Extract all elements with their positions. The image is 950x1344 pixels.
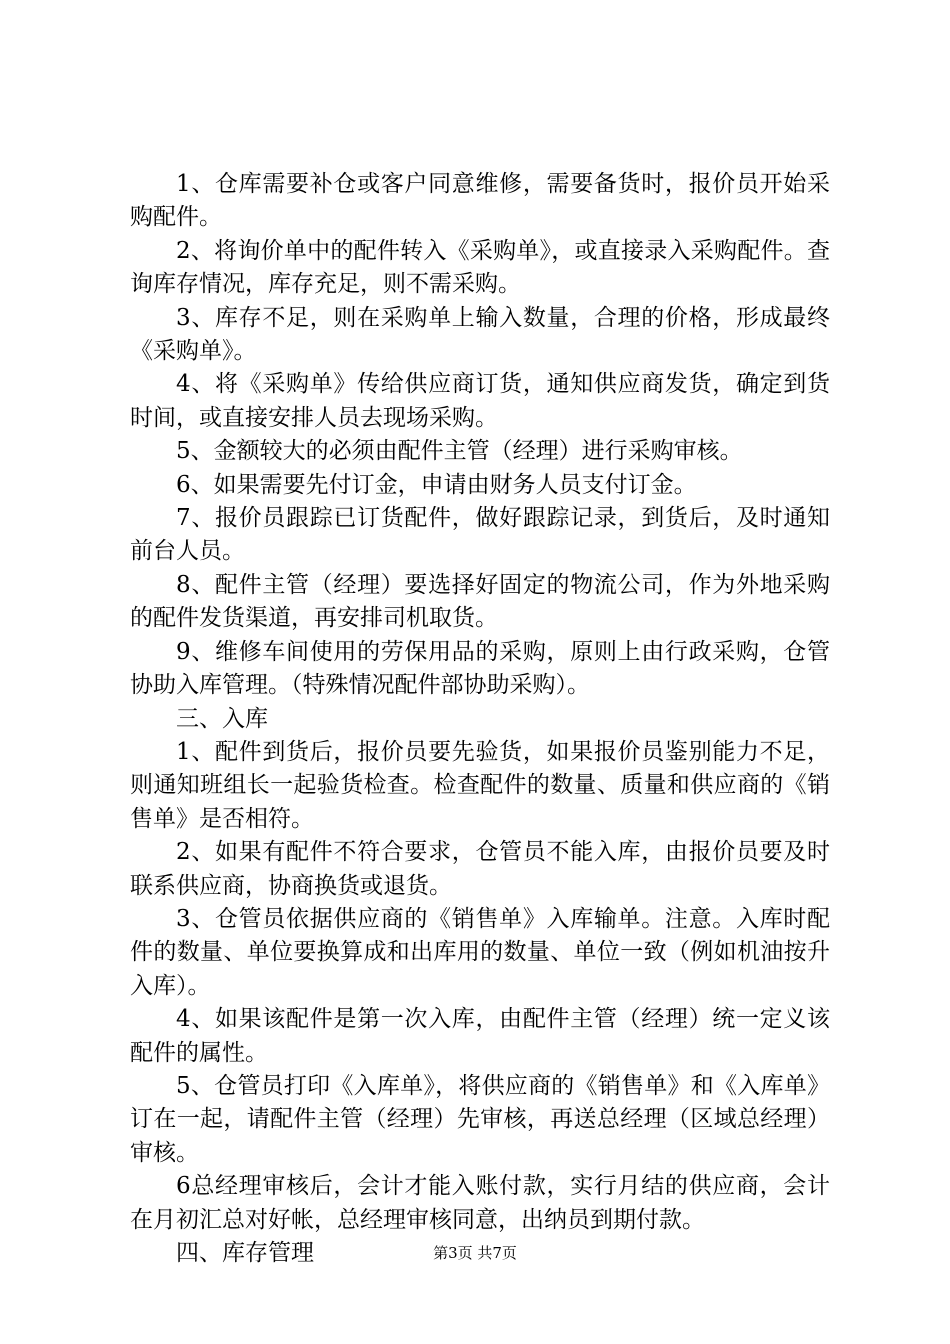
paragraph: 2、如果有配件不符合要求，仓管员不能入库，由报价员要及时联系供应商，协商换货或退货。 — [130, 839, 830, 899]
paragraph: 7、报价员跟踪已订货配件，做好跟踪记录，到货后，及时通知前台人员。 — [130, 505, 830, 565]
paragraph: 5、仓管员打印《入库单》，将供应商的《销售单》和《入库单》订在一起，请配件主管（经理）先审核，再送总经理（区域总经理）审核。 — [130, 1072, 830, 1166]
section-heading: 三、入库 — [176, 705, 268, 732]
paragraph: 3、库存不足，则在采购单上输入数量，合理的价格，形成最终《采购单》。 — [130, 304, 830, 365]
paragraph: 8、配件主管（经理）要选择好固定的物流公司，作为外地采购的配件发货渠道，再安排司机取货。 — [130, 571, 830, 632]
paragraph: 6、如果需要先付订金，申请由财务人员支付订金。 — [176, 471, 697, 498]
document-body — [130, 168, 830, 1270]
paragraph: 1、配件到货后，报价员要先验货，如果报价员鉴别能力不足，则通知班组长一起验货检查。检查配件的数量、质量和供应商的《销售单》是否相符。 — [130, 738, 830, 832]
paragraph: 4、将《采购单》传给供应商订货，通知供应商发货，确定到货时间，或直接安排人员去现场采购。 — [130, 371, 830, 431]
section-heading: 四、库存管理 — [176, 1240, 314, 1266]
paragraph: 9、维修车间使用的劳保用品的采购，原则上由行政采购，仓管协助入库管理。（特殊情况配件部协助采购）。 — [130, 638, 830, 699]
paragraph: 4、如果该配件是第一次入库，由配件主管（经理）统一定义该配件的属性。 — [130, 1006, 830, 1066]
paragraph: 5、金额较大的必须由配件主管（经理）进行采购审核。 — [176, 438, 743, 465]
paragraph: 6总经理审核后，会计才能入账付款，实行月结的供应商，会计在月初汇总对好帐，总经理审核同意，出纳员到期付款。 — [130, 1173, 830, 1233]
paragraph: 3、仓管员依据供应商的《销售单》入库输单。注意。入库时配件的数量、单位要换算成和出库用的数量、单位一致（例如机油按升入库）。 — [130, 905, 830, 999]
paragraph: 2、将询价单中的配件转入《采购单》，或直接录入采购配件。查询库存情况，库存充足，则不需采购。 — [130, 237, 830, 298]
paragraph: 1、仓库需要补仓或客户同意维修，需要备货时，报价员开始采购配件。 — [130, 171, 830, 231]
page-footer: 第3页 共7页 — [433, 1244, 517, 1262]
